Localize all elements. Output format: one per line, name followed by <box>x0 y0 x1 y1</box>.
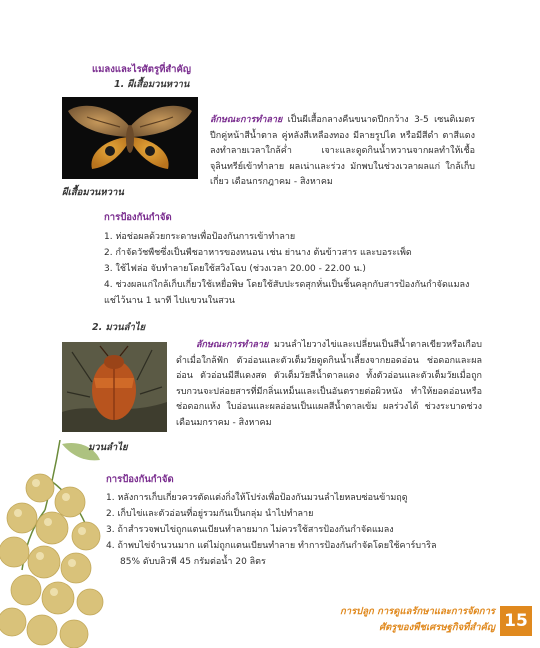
longan-illustration <box>0 440 115 648</box>
list-item: 4. ถ้าพบไข่จำนวนมาก แต่ไม่ถูกแตนเบียนทำลาย ทำการป้องกันกำจัดโดยใช้คาร์บาริล <box>106 541 437 551</box>
pest1-caption: ผีเสื้อมวนหวาน <box>62 187 124 198</box>
pest1-control-heading: การป้องกันกำจัด <box>104 212 172 223</box>
moth-image <box>62 97 198 179</box>
footer-book-title-line1: การปลูก การดูแลรักษาและการจัดการ <box>339 606 495 617</box>
list-item: 3. ใช้ไฟล่อ จับทำลายโดยใช้สวิงโฉบ (ช่วงเวลา 20.00 - 22.00 น.) <box>104 264 366 274</box>
pest2-caption: มวนลำไย <box>88 442 128 453</box>
footer-book-title-line2: ศัตรูของพืชเศรษฐกิจที่สำคัญ <box>379 622 495 633</box>
pest2-damage-label: ลักษณะการทำลาย <box>196 340 269 350</box>
pest2-control-heading: การป้องกันกำจัด <box>106 474 174 485</box>
pest1-photo <box>62 97 198 179</box>
list-item: 1. หลังการเก็บเกี่ยวควรตัดแต่งกิ่งให้โปร่งเพื่อป้องกันมวนลำไยหลบซ่อนข้ามฤดู <box>106 493 408 503</box>
pest1-damage-text: เป็นผีเสื้อกลางคืนขนาดปีกกว้าง 3-5 เซนติเมตร ปีกคู่หน้าสีน้ำตาล คู่หลังสีเหลืองทอง มีลายรูปไต หรือมีสีดำ ตาสีแดง ลงทำลายเวลาใกล้ค่ำ เจาะและดูดกินน้ำหวานจากผลทำให้เชื้อจุลินทรีย์เข้าทำลาย ผลเน่าและร่วง มักพบในช่วงเวลาผลแก่ ใกล้เก็บเกี่ยว เดือนกรกฎาคม - สิงหาคม <box>210 115 475 187</box>
pest2-damage-text: มวนลำไยวางไข่และเปลี่ยนเป็นสีน้ำตาลเขียวหรือเกือบดำเมื่อใกล้ฟัก ตัวอ่อนและตัวเต็มวัยดูดกินน้ำเลี้ยงจากยอดอ่อน ช่อดอกและผลอ่อน ตัวอ่อนมีสีแดงสด ตัวเต็มวัยสีน้ำตาลแดง ทั้งตัวอ่อนและตัวเต็มวัยเมื่อถูกรบกวนจะปล่อยสารที่มีกลิ่นเหม็นและเป็นอันตรายต่อผิวหนัง ทำให้ยอดอ่อนหรือช่อดอกแห้ง ใบอ่อนและผลอ่อนเป็นแผลสีน้ำตาลเข้ม ผลร่วงได้ ช่วงระบาดช่วงเดือนมกราคม - สิงหาคม <box>176 340 482 428</box>
list-item: 3. ถ้าสำรวจพบไข่ถูกแตนเบียนทำลายมาก ไม่ควรใช้สารป้องกันกำจัดแมลง <box>106 525 394 535</box>
pest2-photo <box>62 342 167 432</box>
pest1-title: 1. ผีเสื้อมวนหวาน <box>114 79 190 90</box>
list-item: 4. ช่วงผลแก่ใกล้เก็บเกี่ยวใช้เหยื่อพิษ โดยใช้สับปะรดสุกหั่นเป็นชิ้นคลุกกับสารป้องกันกำจัดแมลง แช่ไว้นาน 1 นาที ไปแขวนในสวน <box>104 280 470 306</box>
list-item: 2. เก็บไข่และตัวอ่อนที่อยู่รวมกันเป็นกลุ่ม นำไปทำลาย <box>106 509 314 519</box>
pest1-damage-paragraph <box>210 113 475 191</box>
page-number: 15 <box>500 606 532 636</box>
bug-image <box>62 342 167 432</box>
pest2-control-list <box>106 490 482 570</box>
pest2-title: 2. มวนลำไย <box>92 322 146 333</box>
list-item: 2. กำจัดวัชพืชซึ่งเป็นพืชอาหารของหนอน เช่น ย่านาง ต้นข้าวสาร และบอระเพ็ด <box>104 248 412 258</box>
pest1-control-list <box>104 229 482 309</box>
section-heading: แมลงและไรศัตรูที่สำคัญ <box>92 64 191 75</box>
list-item: 85% ดับบลิวพี 45 กรัมต่อน้ำ 20 ลิตร <box>120 557 266 567</box>
list-item: 1. ห่อช่อผลด้วยกระดาษเพื่อป้องกันการเข้าทำลาย <box>104 232 296 242</box>
pest1-damage-label: ลักษณะการทำลาย <box>210 115 283 125</box>
pest2-damage-paragraph <box>176 338 482 431</box>
